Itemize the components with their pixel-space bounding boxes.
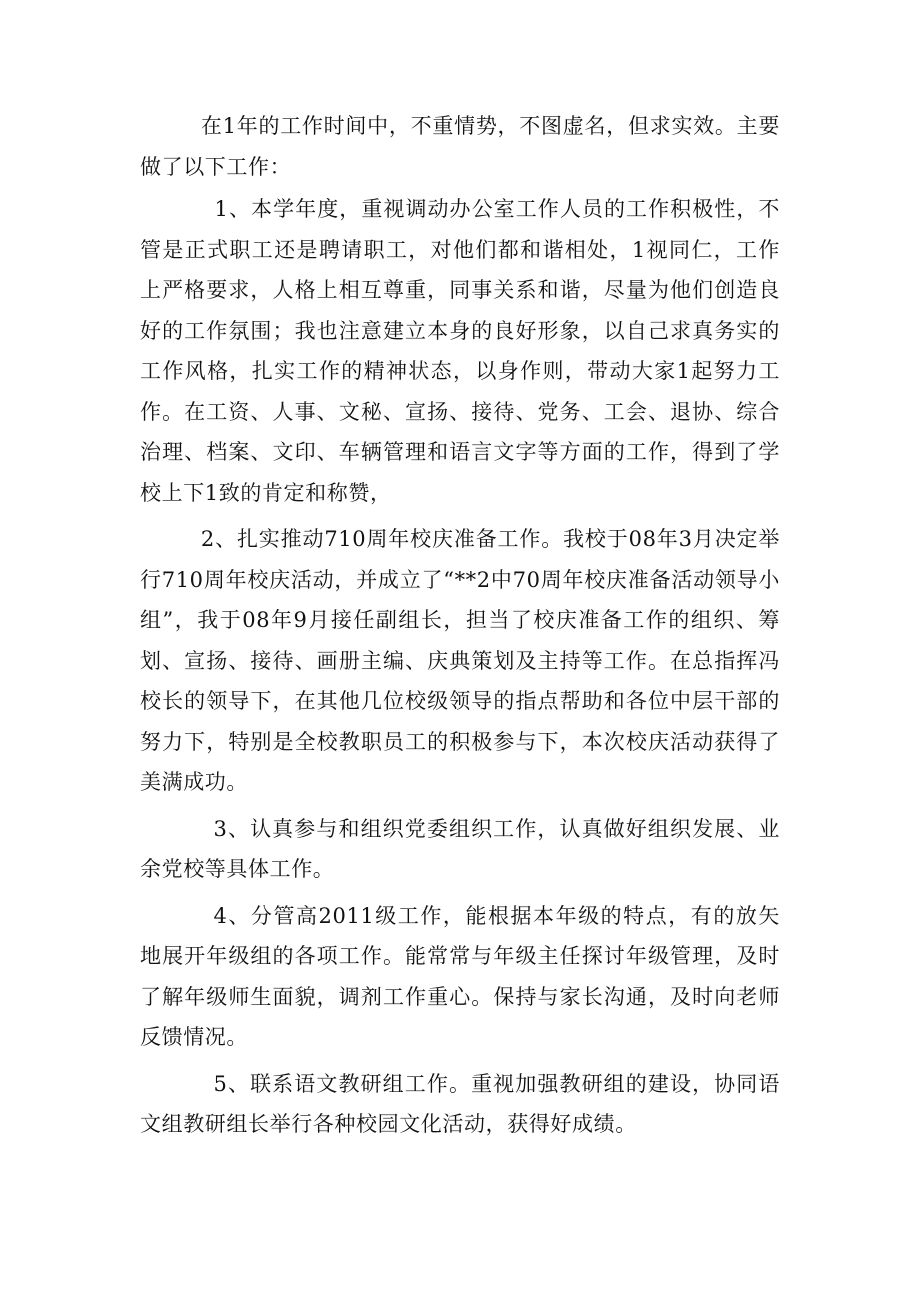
- paragraph-item-3: 3、认真参与和组织党委组织工作，认真做好组织发展、业余党校等具体工作。: [140, 816, 780, 881]
- paragraph-item-5: 5、联系语文教研组工作。重视加强教研组的建设，协同语文组教研组长举行各种校园文化活动，获得好成绩。: [140, 1071, 780, 1136]
- paragraph-item-1: 1、本学年度，重视调动办公室工作人员的工作积极性，不管是正式职工还是聘请职工，对他们都和谐相处，1视同仁，工作上严格要求，人格上相互尊重，同事关系和谐，尽量为他们创造良好的工作氛围；我也注意建立本身的良好形象，以自己求真务实的工作风格，扎实工作的精神状态，以身作则，带动大家1起努力工作。在工资、人事、文秘、宣扬、接待、党务、工会、退协、综合治理、档案、文印、车辆管理和语言文字等方面的工作，得到了学校上下1致的肯定和称赞，: [140, 197, 780, 505]
- paragraph-item-2: 2、扎实推动710周年校庆准备工作。我校于08年3月决定举行710周年校庆活动，并成立了“**2中70周年校庆准备活动领导小组”，我于08年9月接任副组长，担当了校庆准备工作的组织、筹划、宣扬、接待、画册主编、庆典策划及主持等工作。在总指挥冯校长的领导下，在其他几位校级领导的指点帮助和各位中层干部的努力下，特别是全校教职员工的积极参与下，本次校庆活动获得了美满成功。: [140, 527, 780, 794]
- document-body: [140, 106, 780, 1145]
- paragraph-intro: 在1年的工作时间中，不重情势，不图虚名，但求实效。主要做了以下工作：: [140, 114, 780, 179]
- paragraph-item-4: 4、分管高2011级工作，能根据本年级的特点，有的放矢地展开年级组的各项工作。能常常与年级主任探讨年级管理，及时了解年级师生面貌，调剂工作重心。保持与家长沟通，及时向老师反馈情况。: [140, 903, 780, 1049]
